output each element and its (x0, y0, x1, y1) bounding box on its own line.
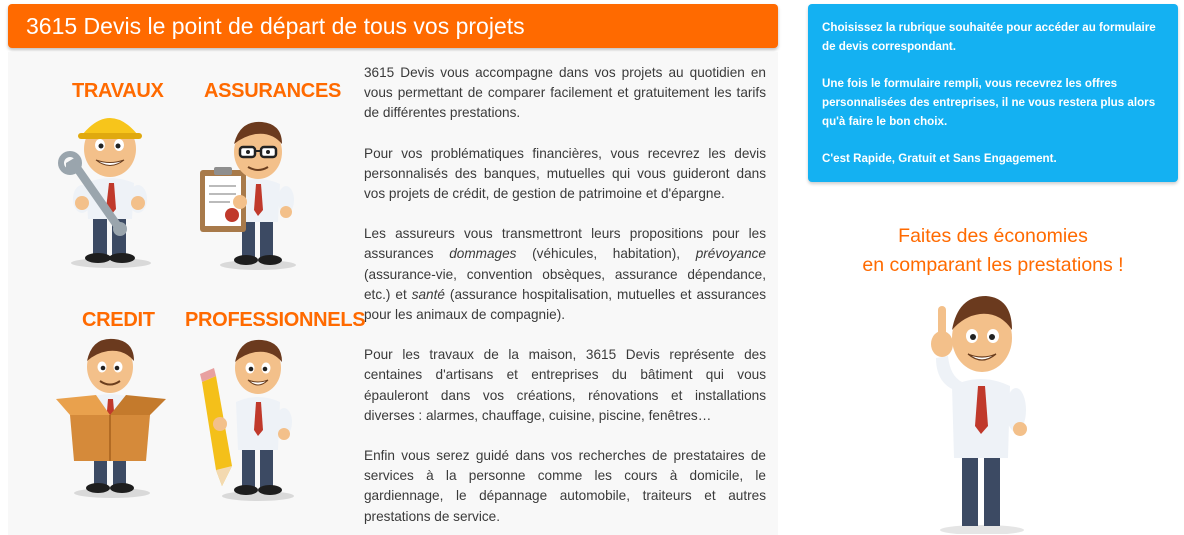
promo-line-2: en comparant les prestations ! (862, 254, 1124, 276)
info-text-2: Une fois le formulaire rempli, vous recevrez les offres personnalisées des entreprises, il ne vous restera plus alors qu'à faire le bon choix. (822, 77, 1156, 128)
category-label-credit[interactable]: CREDIT (82, 309, 155, 331)
page-title: 3615 Devis le point de départ de tous vos projets (26, 13, 525, 39)
category-label-professionnels[interactable]: PROFESSIONNELS (185, 309, 366, 331)
intro-paragraph-5: Enfin vous serez guidé dans vos recherches de prestataires de services à la personne comme les cours à domicile, le gardiennage, le dépannage automobile, traiteurs et autres prestations de service. (364, 448, 766, 524)
professional-pencil-icon[interactable] (196, 338, 308, 503)
intro-paragraph-3: Les assureurs vous transmettront leurs propositions pour les assurances dommages (véhicules, habitation), prévoyance (assurance-vie, convention obsèques, assurance dépendance, etc.) et santé (assurance hospitalisation, mutuelles et assurances pour les animaux de compagnie). (364, 226, 766, 323)
info-text-1: Choisissez la rubrique souhaitée pour accéder au formulaire de devis correspondant. (822, 21, 1156, 53)
info-box (808, 4, 1178, 182)
intro-text (364, 63, 766, 535)
intro-paragraph-4: Pour les travaux de la maison, 3615 Devis représente des centaines d'artisans et entreprises du bâtiment qui vous épauleront dans vos créations, rénovations et installations diverses : alarmes, chauffage, cuisine, piscine, fenêtres… (364, 347, 766, 423)
insurance-clipboard-icon[interactable] (196, 112, 316, 272)
promo-line-1: Faites des économies (898, 225, 1088, 247)
pointing-man-icon (918, 286, 1044, 534)
page-header (8, 4, 778, 48)
worker-hardhat-wrench-icon[interactable] (46, 105, 176, 270)
intro-paragraph-2: Pour vos problématiques financières, vous recevrez les devis personnalisés des banques, mutuelles qui vous guideront dans vos projets de crédit, de gestion de patrimoine et d'épargne. (364, 145, 766, 202)
category-label-assurances[interactable]: ASSURANCES (204, 80, 342, 102)
category-label-travaux[interactable]: TRAVAUX (72, 80, 164, 102)
intro-paragraph-1: 3615 Devis vous accompagne dans vos projets au quotidien en vous permettant de comparer facilement et gratuitement les tarifs de différentes prestations. (364, 65, 766, 121)
info-text-3: C'est Rapide, Gratuit et Sans Engagement. (822, 152, 1057, 165)
credit-box-icon[interactable] (56, 335, 168, 500)
promo-heading (808, 222, 1178, 280)
